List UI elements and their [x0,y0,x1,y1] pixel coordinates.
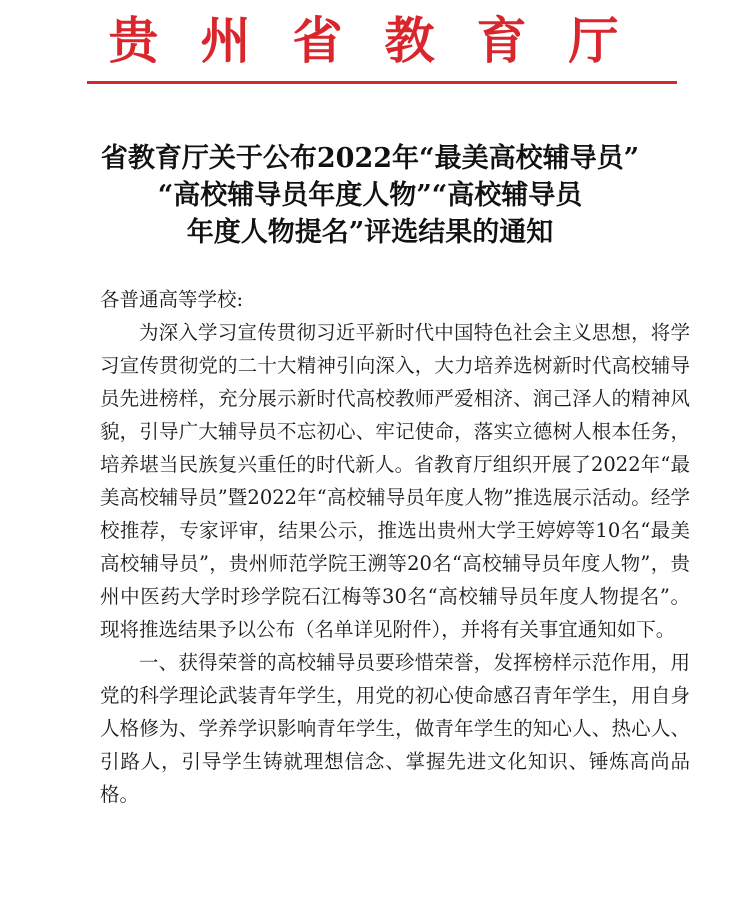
letterhead-red-rule [87,81,677,84]
salutation: 各普通高等学校: [100,288,244,311]
body-paragraph: 为深入学习宣传贯彻习近平新时代中国特色社会主义思想，将学习宣传贯彻党的二十大精神引向深入，大力培养选树新时代高校辅导员先进榜样，充分展示新时代高校教师严爱相济、润己泽人的精神风貌，引导广大辅导员不忘初心、牢记使命，落实立德树人根本任务，培养堪当民族复兴重任的时代新人。省教育厅组织开展了2022年“最美高校辅导员”暨2022年“高校辅导员年度人物”推选展示活动。经学校推荐，专家评审，结果公示，推选出贵州大学王婷婷等10名“最美高校辅导员”，贵州师范学院王溯等20名“高校辅导员年度人物”，贵州中医药大学时珍学院石江梅等30名“高校辅导员年度人物提名”。现将推选结果予以公布（名单详见附件），并将有关事宜通知如下。 [100,321,690,641]
notice-title-line: 省教育厅关于公布2022年“最美高校辅导员” [100,143,640,174]
body-paragraph: 一、获得荣誉的高校辅导员要珍惜荣誉，发挥榜样示范作用，用党的科学理论武装青年学生，用党的初心使命感召青年学生，用自身人格修为、学养学识影响青年学生，做青年学生的知心人、热心人、引路人，引导学生铸就理想信念、掌握先进文化知识、锤炼高尚品格。 [100,651,690,806]
letterhead-org-name: 贵州省教育厅 [108,11,661,70]
notice-title-line: 年度人物提名”评选结果的通知 [186,217,554,248]
notice-title [60,140,680,251]
notice-title-line: “高校辅导员年度人物”“高校辅导员 [157,180,583,211]
notice-body [100,283,690,811]
